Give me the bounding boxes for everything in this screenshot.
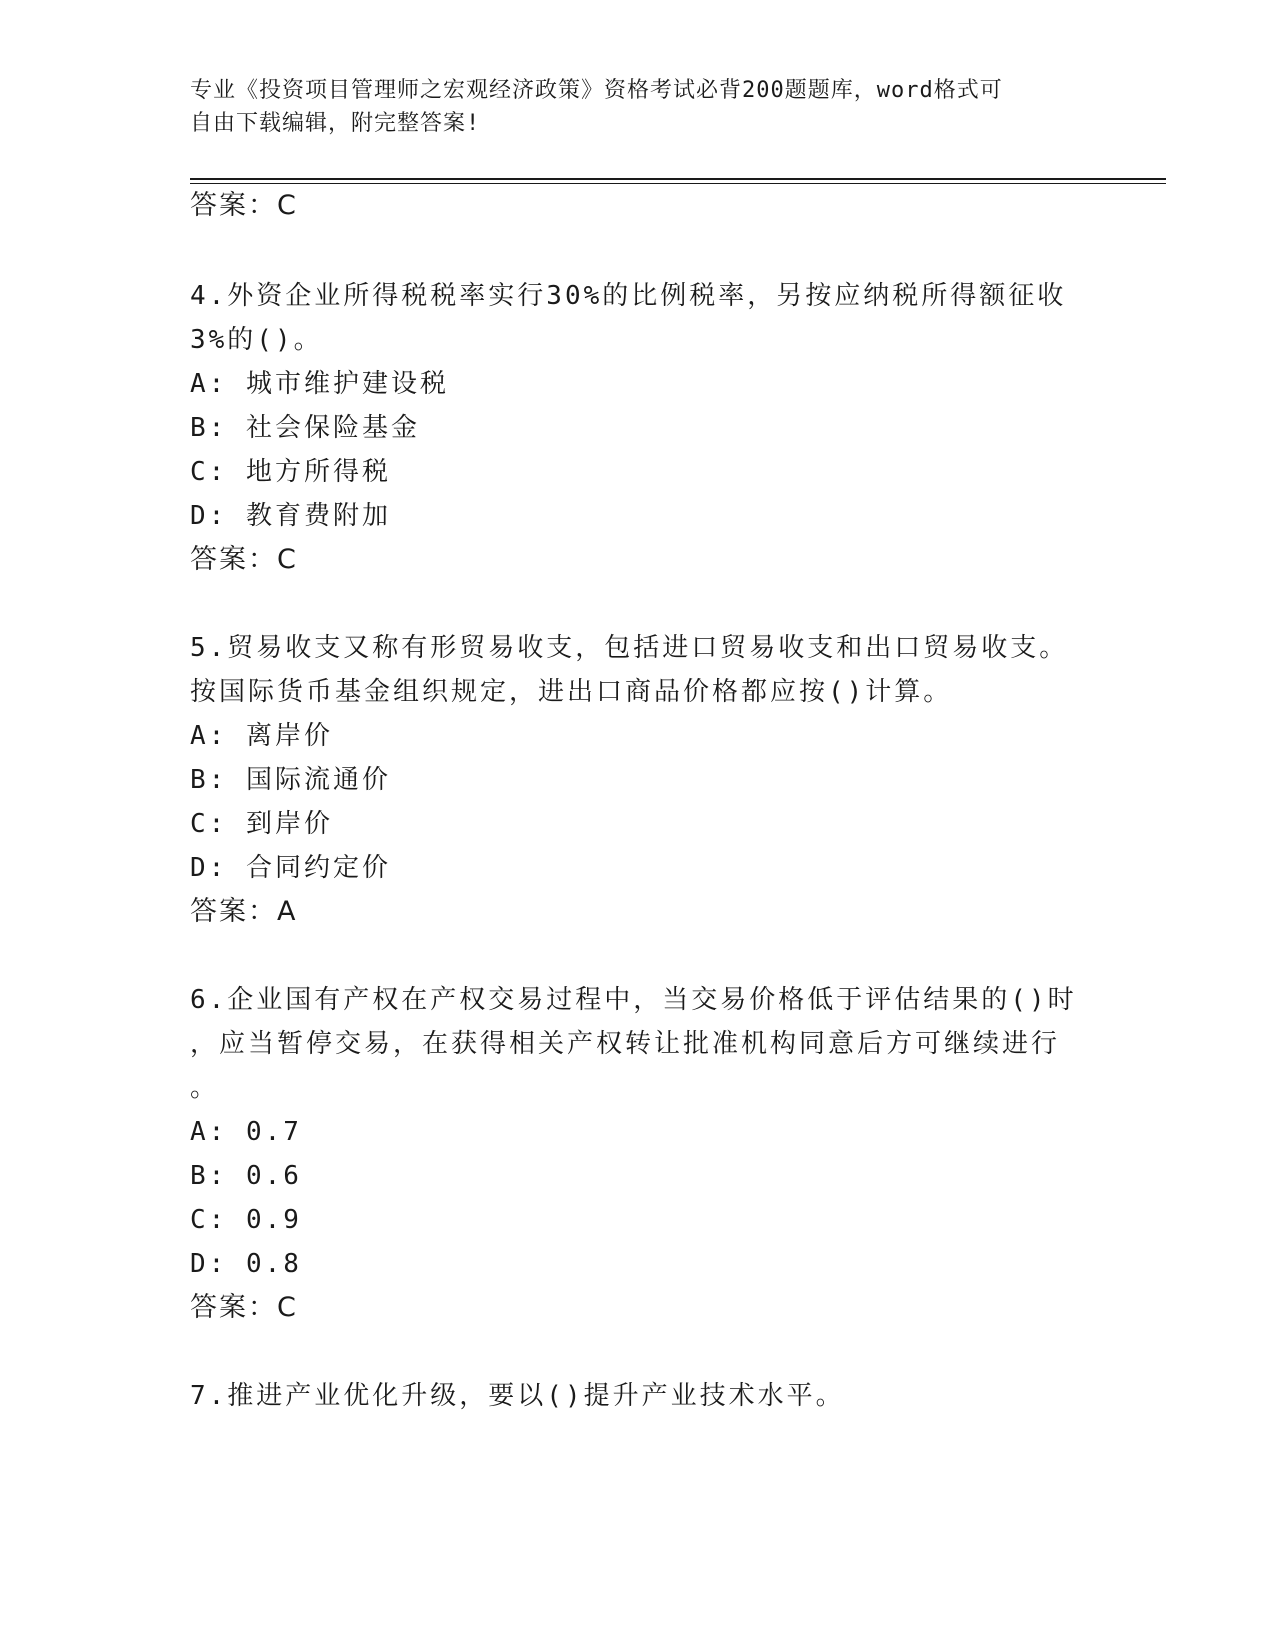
question-4-text-line-2: 3%的()。 — [190, 325, 323, 355]
question-6-option-c: C: 0.9 — [190, 1205, 302, 1235]
question-5-text-line-2: 按国际货币基金组织规定，进出口商品价格都应按()计算。 — [190, 677, 953, 707]
question-4-answer: 答案：C — [190, 544, 298, 575]
question-4-text-line-1: 4.外资企业所得税税率实行30%的比例税率，另按应纳税所得额征收 — [190, 281, 1067, 311]
question-6-option-a: A: 0.7 — [190, 1117, 302, 1147]
header-divider-thin — [190, 183, 1166, 184]
prev-question-answer: 答案：C — [190, 190, 298, 221]
document-header — [190, 74, 1090, 140]
question-7-text-line-1: 7.推进产业优化升级，要以()提升产业技术水平。 — [190, 1381, 845, 1411]
question-6-answer: 答案：C — [190, 1292, 298, 1323]
question-5-text-line-1: 5.贸易收支又称有形贸易收支，包括进口贸易收支和出口贸易收支。 — [190, 633, 1069, 663]
question-5-answer: 答案：A — [190, 896, 298, 927]
question-4-option-a: A: 城市维护建设税 — [190, 369, 449, 399]
question-5-option-a: A: 离岸价 — [190, 721, 333, 751]
question-5-option-c: C: 到岸价 — [190, 809, 333, 839]
question-6-option-b: B: 0.6 — [190, 1161, 302, 1191]
question-6-text-line-3: 。 — [190, 1073, 220, 1103]
header-divider-thick — [190, 178, 1166, 180]
question-6-text-line-2: ，应当暂停交易，在获得相关产权转让批准机构同意后方可继续进行 — [190, 1029, 1061, 1059]
question-4-option-b: B: 社会保险基金 — [190, 413, 420, 443]
question-6-option-d: D: 0.8 — [190, 1249, 302, 1279]
question-5-option-b: B: 国际流通价 — [190, 765, 391, 795]
question-4-option-d: D: 教育费附加 — [190, 501, 391, 531]
question-6-text-line-1: 6.企业国有产权在产权交易过程中，当交易价格低于评估结果的()时 — [190, 985, 1077, 1015]
question-5-option-d: D: 合同约定价 — [190, 853, 391, 883]
header-line-2: 自由下载编辑，附完整答案! — [190, 111, 481, 136]
header-line-1: 专业《投资项目管理师之宏观经济政策》资格考试必背200题题库，word格式可 — [190, 78, 1003, 103]
question-4-option-c: C: 地方所得税 — [190, 457, 391, 487]
